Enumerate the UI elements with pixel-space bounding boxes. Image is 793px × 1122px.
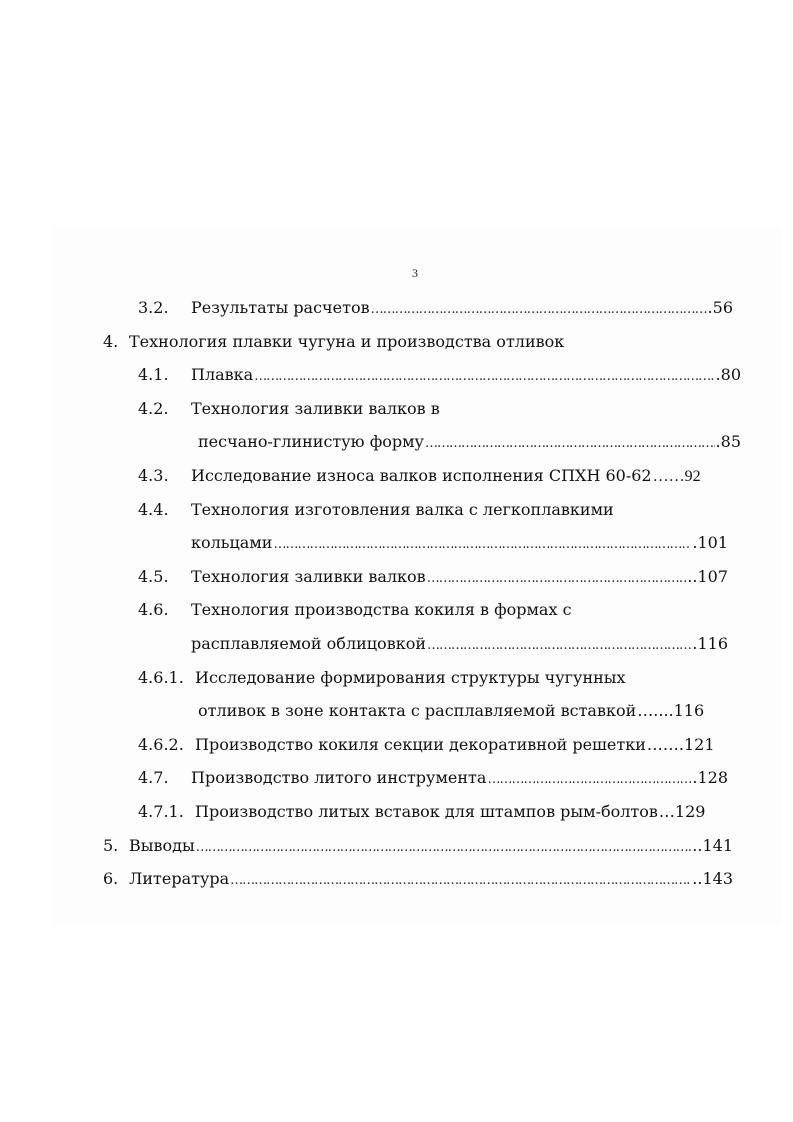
toc-entry-line [198, 697, 704, 725]
toc-entry-4-7 [0, 764, 793, 798]
toc-entry-title: Технология изготовления валка с легкоплавкими [191, 499, 614, 519]
toc-entry-page: ……92 [652, 467, 701, 485]
toc-entry-title: Производство литого инструмента [191, 768, 487, 788]
toc-entry-title: Выводы [129, 835, 195, 855]
toc-entry-4-3 [0, 462, 793, 496]
toc-entry-title: песчано-глинистую форму [198, 432, 424, 452]
toc-entry-line [191, 563, 728, 593]
toc-entry-number: 4.7.1. [138, 801, 184, 821]
dot-leader [370, 296, 707, 324]
toc-entry-page: ..143 [692, 869, 733, 889]
toc-entry-4-2 [0, 395, 793, 429]
toc-entry-line [129, 865, 733, 895]
toc-entry-number: 4.5. [138, 566, 169, 586]
toc-entry-number: 4.4. [138, 499, 169, 519]
toc-entry-3-2 [0, 294, 793, 328]
toc-entry-title: Технология плавки чугуна и производства отливок [129, 331, 565, 351]
toc-entry-title: Технология заливки валков в [191, 398, 440, 418]
toc-entry-page: .85 [715, 432, 741, 452]
toc-entry-number: 5. [103, 835, 119, 855]
toc-entry-title: Результаты расчетов [191, 298, 370, 317]
toc-entry-number: 4.6.2. [138, 734, 184, 754]
dot-leader [486, 766, 691, 794]
toc-entry-6 [0, 865, 793, 899]
toc-entry-line [191, 294, 733, 324]
table-of-contents [0, 294, 793, 899]
toc-entry-number: 6. [103, 869, 119, 889]
toc-entry-title: расплавляемой облицовкой [191, 633, 426, 653]
toc-entry-title: отливок в зоне контакта с расплавляемой вставкой [198, 701, 637, 721]
toc-entry-line [191, 462, 701, 491]
toc-entry-page: ..141 [692, 835, 733, 855]
toc-entry-page: …….121 [646, 734, 715, 754]
toc-entry-page: .56 [707, 298, 733, 317]
toc-entry-page: …....116 [637, 701, 705, 721]
toc-entry-4-6-1 [0, 664, 793, 698]
dot-leader [272, 531, 691, 559]
toc-entry-line [191, 596, 572, 624]
toc-entry-4-7-1 [0, 798, 793, 832]
toc-entry-number: 3.2. [138, 298, 169, 317]
toc-entry-title: кольцами [191, 533, 273, 553]
toc-entry-line [191, 496, 614, 524]
toc-entry-5 [0, 832, 793, 866]
toc-entry-4-4 [0, 496, 793, 530]
toc-entry-line [195, 731, 715, 759]
toc-entry-page: .80 [715, 365, 741, 385]
toc-entry-line [129, 328, 564, 356]
toc-entry-4 [0, 328, 793, 362]
toc-entry-line [191, 361, 741, 391]
page-number: 3 [412, 266, 418, 280]
toc-entry-4-6-2 [0, 731, 793, 765]
toc-entry-4-5 [0, 563, 793, 597]
toc-entry-number: 4.6.1. [138, 667, 184, 687]
dot-leader [195, 834, 692, 862]
toc-entry-page: .116 [692, 633, 728, 653]
toc-entry-title: Технология заливки валков [191, 566, 426, 586]
toc-entry-line [191, 529, 728, 559]
toc-entry-title: Производство кокиля секции декоративной решетки [195, 734, 646, 754]
toc-entry-page: …129 [658, 801, 706, 821]
toc-entry-page: ..107 [687, 566, 728, 586]
toc-entry-title: Исследование износа валков исполнения СПХН 60-62 [191, 465, 652, 485]
toc-entry-number: 4.2. [138, 398, 169, 418]
toc-entry-number: 4.1. [138, 365, 169, 385]
toc-entry-title: Технология производства кокиля в формах с [191, 600, 572, 620]
toc-entry-title: Исследование формирования структуры чугунных [195, 667, 626, 687]
toc-entry-number: 4.3. [138, 465, 169, 485]
toc-entry-line [129, 832, 733, 862]
toc-entry-4-6-continued [0, 630, 793, 664]
toc-entry-4-4-continued [0, 529, 793, 563]
toc-entry-line [191, 395, 440, 423]
dot-leader [229, 867, 691, 895]
toc-entry-number: 4.6. [138, 600, 169, 620]
toc-entry-title: Литература [129, 869, 230, 889]
toc-entry-4-1 [0, 361, 793, 395]
dot-leader [253, 363, 714, 391]
toc-entry-title: Производство литых вставок для штампов рым-болтов [195, 801, 658, 821]
toc-entry-number: 4. [103, 331, 119, 351]
toc-entry-page: .101 [692, 533, 728, 553]
dot-leader [426, 565, 687, 593]
toc-entry-title: Плавка [191, 365, 254, 385]
toc-entry-page: .128 [692, 768, 728, 788]
dot-leader [426, 632, 691, 660]
toc-entry-number: 4.7. [138, 768, 169, 788]
toc-entry-4-6-1-continued [0, 697, 793, 731]
toc-entry-line [195, 664, 626, 692]
toc-entry-line [191, 764, 728, 794]
toc-entry-4-6 [0, 596, 793, 630]
dot-leader [424, 430, 715, 458]
toc-entry-4-2-continued [0, 428, 793, 462]
toc-entry-line [191, 630, 728, 660]
toc-entry-line [198, 428, 741, 458]
toc-entry-line [195, 798, 705, 826]
